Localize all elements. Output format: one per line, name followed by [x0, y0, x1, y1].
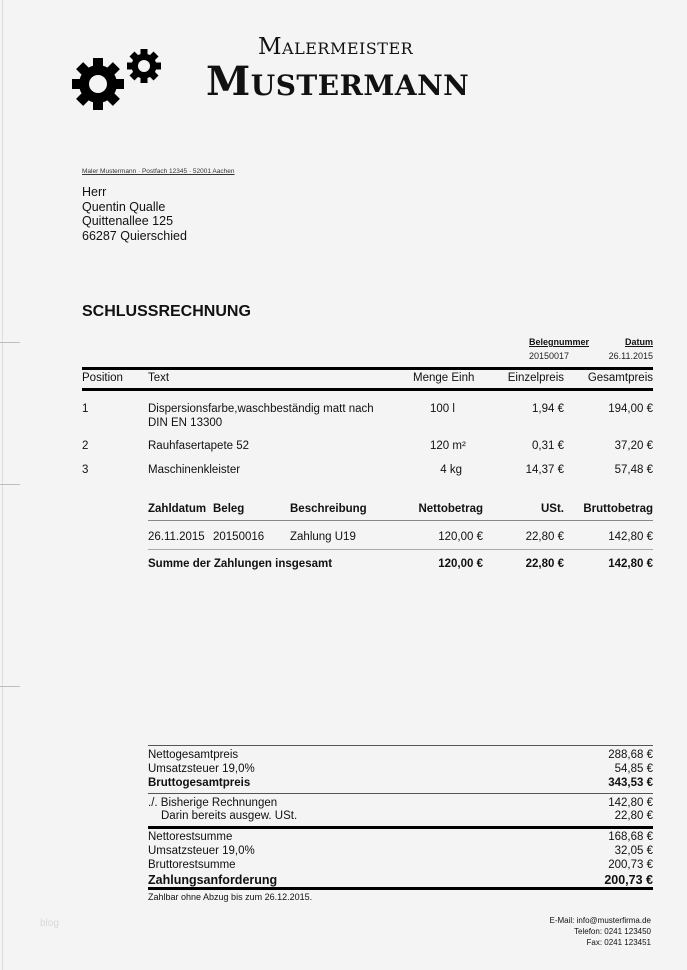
pay-total-label: Summe der Zahlungen insgesamt — [148, 558, 333, 570]
col-header-menge: Menge Einh — [413, 372, 475, 384]
summary-value: 200,73 € — [604, 873, 653, 887]
pay-total-netto: 120,00 € — [438, 558, 483, 570]
contact-fax: Fax: 0241 123451 — [586, 938, 651, 947]
pay-header-zahldatum: Zahldatum — [148, 503, 207, 515]
table-header-rule — [82, 388, 653, 391]
col-header-position: Position — [82, 372, 123, 384]
row-einzelpreis: 0,31 € — [532, 440, 564, 452]
sender-line: Maler Mustermann · Postfach 12345 · 52001 Aachen — [82, 168, 235, 175]
col-header-gesamtpreis: Gesamtpreis — [587, 372, 653, 384]
recipient-name: Quentin Qualle — [82, 199, 166, 214]
row-text-line2: DIN EN 13300 — [148, 417, 223, 429]
company-name — [206, 58, 469, 105]
company-name-text: Mustermann — [206, 58, 470, 105]
pay-row-rule — [148, 549, 653, 550]
meta-value-datum: 26.11.2015 — [608, 351, 653, 361]
company-subtitle-text: Malermeister — [258, 34, 414, 60]
contact-phone: Telefon: 0241 123450 — [574, 927, 651, 936]
summary-row — [148, 810, 653, 824]
row-einzelpreis: 1,94 € — [532, 403, 564, 415]
meta-label-belegnummer: Belegnummer — [529, 337, 590, 347]
summary-row-total — [148, 873, 653, 887]
row-gesamtpreis: 57,48 € — [614, 464, 653, 476]
pay-netto: 120,00 € — [438, 531, 483, 543]
gears-icon — [70, 48, 170, 110]
summary-label: Nettogesamtpreis — [148, 749, 239, 761]
document-title: SCHLUSSRECHNUNG — [82, 303, 251, 320]
summary-row — [148, 831, 653, 845]
summary-value: 54,85 € — [614, 763, 653, 775]
pay-total-ust: 22,80 € — [525, 558, 564, 570]
summary-top-rule — [148, 745, 653, 746]
col-header-text: Text — [148, 372, 170, 384]
pay-header-beschreibung: Beschreibung — [290, 503, 367, 515]
summary-row — [148, 845, 653, 859]
summary-value: 343,53 € — [608, 777, 653, 789]
row-text: Rauhfasertapete 52 — [148, 440, 250, 452]
summary-value: 288,68 € — [608, 749, 653, 761]
company-subtitle — [258, 34, 413, 60]
summary-row — [148, 859, 653, 873]
summary-label: Bruttogesamtpreis — [148, 777, 251, 789]
pay-zahldatum: 26.11.2015 — [148, 531, 205, 543]
table-top-rule — [82, 367, 653, 370]
summary-value: 168,68 € — [608, 831, 653, 843]
pay-header-rule — [148, 520, 653, 521]
summary-label: Zahlungsanforderung — [148, 873, 278, 887]
meta-value-belegnummer: 20150017 — [529, 351, 570, 361]
pay-beschreibung: Zahlung U19 — [290, 531, 356, 543]
page-edge — [2, 0, 3, 970]
row-position: 3 — [82, 464, 89, 476]
pay-total-brutto: 142,80 € — [608, 558, 653, 570]
fold-mark — [0, 484, 20, 485]
summary-label: Nettorestsumme — [148, 831, 233, 843]
summary-row — [148, 797, 653, 811]
pay-header-ust: USt. — [541, 503, 564, 515]
meta-label-datum: Datum — [624, 337, 653, 347]
fold-mark — [0, 686, 20, 687]
row-einzelpreis: 14,37 € — [525, 464, 564, 476]
summary-rule — [148, 793, 653, 794]
summary-label: ./. Bisherige Rechnungen — [148, 797, 278, 809]
summary-bottom-rule — [148, 887, 653, 890]
row-menge: 120 m² — [430, 440, 466, 452]
summary-row — [148, 777, 653, 791]
summary-label: Bruttorestsumme — [148, 859, 236, 871]
payment-note: Zahlbar ohne Abzug bis zum 26.12.2015. — [148, 892, 313, 902]
summary-value: 200,73 € — [608, 859, 653, 871]
pay-ust: 22,80 € — [525, 531, 564, 543]
summary-row — [148, 749, 653, 763]
summary-label: Umsatzsteuer 19,0% — [148, 845, 255, 857]
row-menge: 4 kg — [440, 464, 462, 476]
row-position: 2 — [82, 440, 89, 452]
recipient-street: Quittenallee 125 — [82, 214, 174, 228]
summary-label: Umsatzsteuer 19,0% — [148, 763, 255, 775]
summary-row — [148, 763, 653, 777]
summary-thick-rule — [148, 826, 653, 829]
row-gesamtpreis: 37,20 € — [614, 440, 653, 452]
contact-email: E-Mail: info@musterfirma.de — [549, 916, 651, 925]
pay-header-netto: Nettobetrag — [418, 503, 483, 515]
watermark: blog — [40, 918, 59, 929]
pay-header-brutto: Bruttobetrag — [583, 503, 653, 515]
recipient-salutation: Herr — [82, 185, 107, 199]
fold-mark — [0, 342, 20, 343]
pay-header-beleg: Beleg — [213, 503, 245, 515]
summary-label: Darin bereits ausgew. USt. — [161, 810, 298, 822]
row-position: 1 — [82, 403, 89, 415]
row-text: Dispersionsfarbe,waschbeständig matt nach — [148, 403, 374, 415]
contact-block — [550, 915, 651, 948]
row-text: Maschinenkleister — [148, 464, 241, 476]
summary-value: 32,05 € — [614, 845, 653, 857]
row-gesamtpreis: 194,00 € — [608, 403, 653, 415]
recipient-address — [82, 185, 187, 243]
pay-beleg: 20150016 — [213, 531, 265, 543]
summary-value: 142,80 € — [608, 797, 653, 809]
row-menge: 100 l — [430, 403, 455, 415]
recipient-city: 66287 Quierschied — [82, 228, 187, 243]
col-header-einzelpreis: Einzelpreis — [507, 372, 564, 384]
pay-brutto: 142,80 € — [608, 531, 653, 543]
summary-value: 22,80 € — [614, 810, 653, 822]
